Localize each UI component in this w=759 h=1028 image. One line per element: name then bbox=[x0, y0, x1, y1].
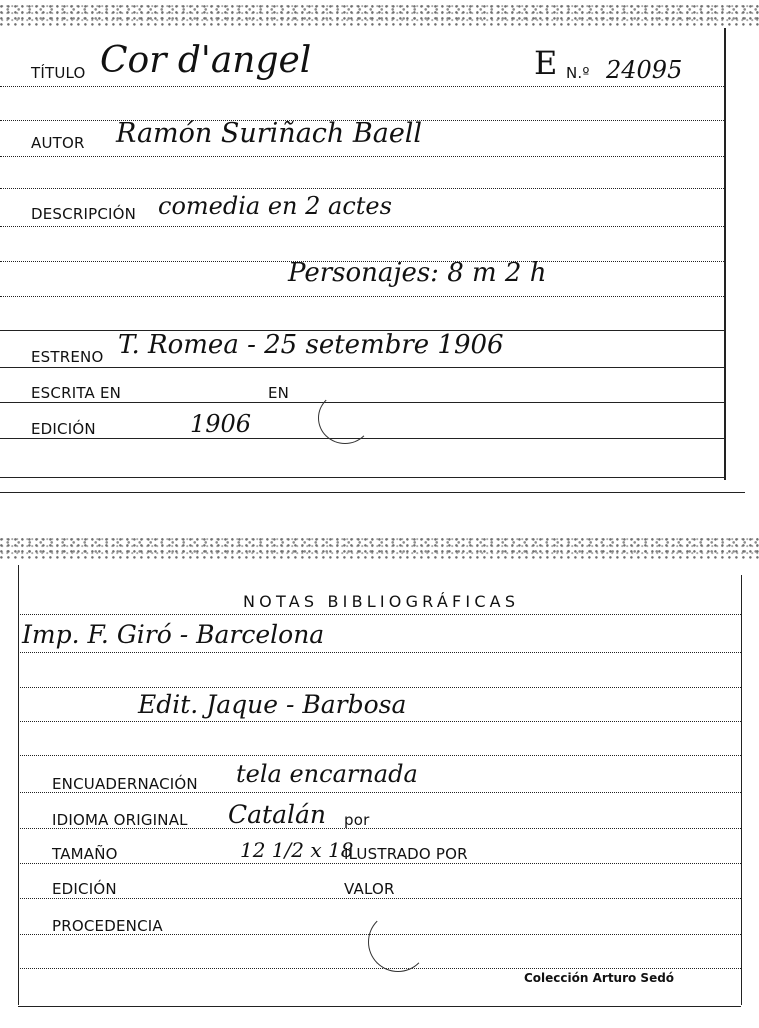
procedencia-label: PROCEDENCIA bbox=[52, 917, 163, 935]
rule-estreno bbox=[0, 367, 724, 368]
rule-blank-2 bbox=[0, 188, 724, 189]
escrita-en-en-label: EN bbox=[268, 384, 290, 402]
rule-encuadernacion bbox=[18, 792, 741, 793]
descripcion-value: comedia en 2 actes bbox=[158, 192, 392, 220]
escrita-en-label: ESCRITA EN bbox=[31, 384, 122, 402]
encuadernacion-value: tela encarnada bbox=[236, 760, 418, 788]
card-right-edge-back bbox=[741, 575, 742, 1005]
punch-hole-mark-back bbox=[368, 912, 428, 972]
card-bottom-edge bbox=[0, 492, 745, 493]
registro-prefix: E bbox=[534, 44, 558, 82]
titulo-value: Cor d'angel bbox=[100, 40, 312, 81]
registro-value: 24095 bbox=[606, 56, 683, 84]
rule-heading bbox=[18, 614, 741, 615]
rule-autor bbox=[0, 156, 724, 157]
card-right-edge bbox=[724, 28, 726, 480]
card-bottom-edge-back bbox=[18, 1006, 741, 1007]
tamano-value: 12 1/2 x 18 bbox=[240, 838, 354, 862]
idioma-value: Catalán bbox=[228, 800, 326, 829]
edicion-label: EDICIÓN bbox=[31, 420, 96, 438]
encuadernacion-label: ENCUADERNACIÓN bbox=[52, 775, 198, 793]
descripcion-label: DESCRIPCIÓN bbox=[31, 205, 137, 223]
card-left-edge bbox=[18, 565, 19, 1005]
valor-label: VALOR bbox=[344, 880, 395, 898]
note-line-1: Imp. F. Giró - Barcelona bbox=[22, 620, 325, 649]
rule-titulo bbox=[0, 86, 724, 87]
ilustrado-label: ILUSTRADO POR bbox=[344, 845, 468, 863]
rule-note-1 bbox=[18, 652, 741, 653]
descripcion-extra: Personajes: 8 m 2 h bbox=[288, 258, 547, 288]
rule-blank-7 bbox=[18, 968, 741, 969]
rule-edicion-back bbox=[18, 898, 741, 899]
punch-hole-mark bbox=[318, 392, 372, 444]
notas-heading: NOTAS BIBLIOGRÁFICAS bbox=[243, 592, 520, 611]
registro-label: N.º bbox=[566, 64, 590, 82]
estreno-label: ESTRENO bbox=[31, 348, 104, 366]
idioma-label: IDIOMA ORIGINAL bbox=[52, 811, 188, 829]
titulo-label: TÍTULO bbox=[31, 64, 86, 82]
edicion-back-label: EDICIÓN bbox=[52, 880, 117, 898]
edicion-value: 1906 bbox=[190, 410, 252, 438]
rule-note-2 bbox=[18, 721, 741, 722]
autor-label: AUTOR bbox=[31, 134, 85, 152]
scan-edge-top bbox=[0, 4, 759, 26]
collection-credit: Colección Arturo Sedó bbox=[524, 971, 675, 985]
rule-descripcion bbox=[0, 226, 724, 227]
autor-value: Ramón Suriñach Baell bbox=[116, 118, 423, 149]
estreno-value: T. Romea - 25 setembre 1906 bbox=[118, 330, 504, 360]
idioma-por-label: por bbox=[344, 811, 370, 829]
rule-blank-5 bbox=[18, 687, 741, 688]
rule-idioma bbox=[18, 828, 741, 829]
note-line-2: Edit. Jaque - Barbosa bbox=[138, 690, 407, 719]
rule-tamano bbox=[18, 863, 741, 864]
catalog-card-front bbox=[0, 0, 759, 495]
rule-blank-6 bbox=[18, 755, 741, 756]
scan-edge-bottom-card bbox=[0, 537, 759, 559]
rule-bottom bbox=[0, 477, 724, 478]
tamano-label: TAMAÑO bbox=[52, 845, 118, 863]
rule-personajes bbox=[0, 296, 724, 297]
